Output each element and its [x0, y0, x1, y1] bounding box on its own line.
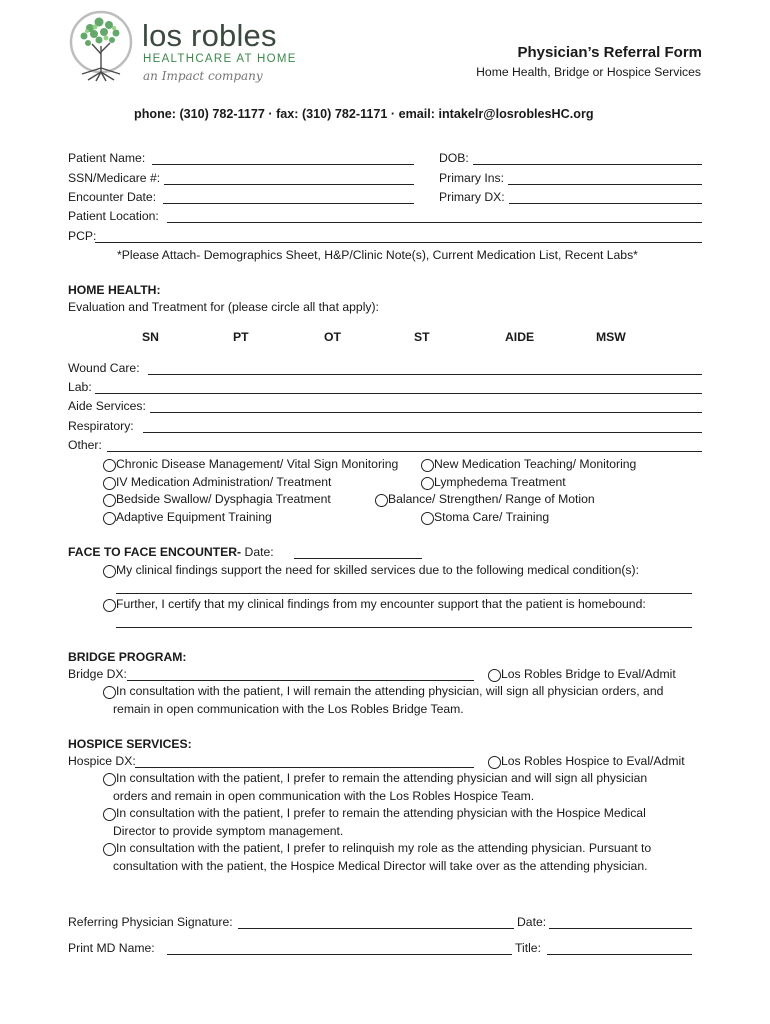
- logo-subtitle: HEALTHCARE AT HOME: [143, 53, 297, 65]
- primary-dx-label: Primary DX:: [439, 190, 505, 204]
- ssn-label: SSN/Medicare #:: [68, 171, 161, 185]
- bedside-swallow-label: Bedside Swallow/ Dysphagia Treatment: [116, 492, 331, 506]
- signature-date-field[interactable]: [549, 928, 692, 929]
- wound-care-field[interactable]: [148, 374, 702, 375]
- logo-tagline: an Impact company: [143, 69, 263, 83]
- chronic-disease-label: Chronic Disease Management/ Vital Sign Monitoring: [116, 457, 399, 471]
- title-label: Title:: [515, 941, 541, 955]
- signature-date-label: Date:: [517, 915, 547, 929]
- pcp-label: PCP:: [68, 229, 97, 243]
- discipline-msw[interactable]: MSW: [596, 330, 626, 344]
- tree-logo-icon: [68, 10, 134, 82]
- respiratory-label: Respiratory:: [68, 419, 134, 433]
- hospice-dx-field[interactable]: [135, 767, 474, 768]
- dob-label: DOB:: [439, 151, 469, 165]
- clinical-findings-field[interactable]: [116, 593, 692, 594]
- patient-location-label: Patient Location:: [68, 209, 159, 223]
- form-subtitle: Home Health, Bridge or Hospice Services: [476, 65, 701, 79]
- logo-name: los robles: [142, 18, 277, 53]
- adaptive-equipment-label: Adaptive Equipment Training: [116, 510, 272, 524]
- discipline-st[interactable]: ST: [414, 330, 430, 344]
- respiratory-field[interactable]: [143, 432, 702, 433]
- signature-field[interactable]: [238, 928, 514, 929]
- contact-line: phone: (310) 782-1177 · fax: (310) 782-1171 · email: intakelr@losroblesHC.org: [134, 107, 594, 121]
- patient-location-field[interactable]: [167, 222, 702, 223]
- other-field[interactable]: [107, 451, 702, 452]
- bridge-dx-field[interactable]: [127, 680, 474, 681]
- hospice-option3-label-cont: consultation with the patient, the Hospice Medical Director will take over as the attending physician.: [113, 859, 648, 873]
- adaptive-equipment-radio[interactable]: [103, 512, 116, 525]
- hospice-option1-label: In consultation with the patient, I prefer to remain the attending physician and will sign all physician: [116, 771, 648, 785]
- hospice-option3-label: In consultation with the patient, I prefer to relinquish my role as the attending physician. Pursuant to: [116, 841, 652, 855]
- face-to-face-date-label: Date:: [241, 545, 274, 559]
- other-label: Other:: [68, 438, 102, 452]
- encounter-date-label: Encounter Date:: [68, 190, 157, 204]
- bridge-heading: BRIDGE PROGRAM:: [68, 650, 187, 664]
- title-field[interactable]: [547, 954, 692, 955]
- balance-radio[interactable]: [375, 494, 388, 507]
- homebound-radio[interactable]: [103, 599, 116, 612]
- primary-ins-field[interactable]: [508, 184, 702, 185]
- bedside-swallow-radio[interactable]: [103, 494, 116, 507]
- primary-dx-field[interactable]: [509, 203, 702, 204]
- aide-services-field[interactable]: [150, 412, 702, 413]
- clinical-findings-label: My clinical findings support the need for skilled services due to the following medical condition(s):: [116, 563, 639, 577]
- iv-medication-radio[interactable]: [103, 477, 116, 490]
- balance-label: Balance/ Strengthen/ Range of Motion: [388, 492, 595, 506]
- hospice-eval-label: Los Robles Hospice to Eval/Admit: [501, 754, 685, 768]
- hospice-option3-radio[interactable]: [103, 843, 116, 856]
- homebound-label: Further, I certify that my clinical findings from my encounter support that the patient is homebound:: [116, 597, 646, 611]
- hospice-option2-radio[interactable]: [103, 808, 116, 821]
- primary-ins-label: Primary Ins:: [439, 171, 505, 185]
- lymphedema-radio[interactable]: [421, 477, 434, 490]
- iv-medication-label: IV Medication Administration/ Treatment: [116, 475, 332, 489]
- signature-label: Referring Physician Signature:: [68, 915, 233, 929]
- bridge-eval-radio[interactable]: [488, 669, 501, 682]
- stoma-care-label: Stoma Care/ Training: [434, 510, 550, 524]
- lab-label: Lab:: [68, 380, 92, 394]
- bridge-consult-label: In consultation with the patient, I will remain the attending physician, will sign all physician orders, and: [116, 684, 664, 698]
- chronic-disease-radio[interactable]: [103, 459, 116, 472]
- home-health-heading: HOME HEALTH:: [68, 283, 161, 297]
- homebound-field[interactable]: [116, 627, 692, 628]
- hospice-option1-label-cont: orders and remain in open communication with the Los Robles Hospice Team.: [113, 789, 535, 803]
- discipline-ot[interactable]: OT: [324, 330, 341, 344]
- hospice-eval-radio[interactable]: [488, 756, 501, 769]
- patient-name-field[interactable]: [152, 164, 414, 165]
- bridge-consult-label-cont: remain in open communication with the Los Robles Bridge Team.: [113, 702, 464, 716]
- lymphedema-label: Lymphedema Treatment: [434, 475, 566, 489]
- ssn-field[interactable]: [164, 184, 414, 185]
- new-medication-radio[interactable]: [421, 459, 434, 472]
- aide-services-label: Aide Services:: [68, 399, 146, 413]
- face-to-face-line: [68, 545, 274, 559]
- hospice-dx-label: Hospice DX:: [68, 754, 136, 768]
- face-to-face-date-field[interactable]: [294, 558, 422, 559]
- dob-field[interactable]: [473, 164, 702, 165]
- hospice-option1-radio[interactable]: [103, 773, 116, 786]
- home-health-instruction: Evaluation and Treatment for (please circle all that apply):: [68, 300, 379, 314]
- print-name-label: Print MD Name:: [68, 941, 155, 955]
- bridge-eval-label: Los Robles Bridge to Eval/Admit: [501, 667, 676, 681]
- encounter-date-field[interactable]: [163, 203, 414, 204]
- stoma-care-radio[interactable]: [421, 512, 434, 525]
- form-title: Physician’s Referral Form: [517, 44, 702, 61]
- attach-note: *Please Attach- Demographics Sheet, H&P/Clinic Note(s), Current Medication List, Recent Labs*: [117, 248, 638, 262]
- hospice-heading: HOSPICE SERVICES:: [68, 737, 192, 751]
- patient-name-label: Patient Name:: [68, 151, 146, 165]
- clinical-findings-radio[interactable]: [103, 565, 116, 578]
- wound-care-label: Wound Care:: [68, 361, 140, 375]
- new-medication-label: New Medication Teaching/ Monitoring: [434, 457, 637, 471]
- discipline-pt[interactable]: PT: [233, 330, 249, 344]
- hospice-option2-label-cont: Director to provide symptom management.: [113, 824, 344, 838]
- lab-field[interactable]: [95, 393, 702, 394]
- bridge-consult-radio[interactable]: [103, 686, 116, 699]
- discipline-aide[interactable]: AIDE: [505, 330, 535, 344]
- print-name-field[interactable]: [167, 954, 512, 955]
- hospice-option2-label: In consultation with the patient, I prefer to remain the attending physician with the Hospice Medical: [116, 806, 646, 820]
- pcp-field[interactable]: [95, 242, 702, 243]
- bridge-dx-label: Bridge DX:: [68, 667, 127, 681]
- face-to-face-heading: FACE TO FACE ENCOUNTER-: [68, 545, 242, 559]
- discipline-sn[interactable]: SN: [142, 330, 159, 344]
